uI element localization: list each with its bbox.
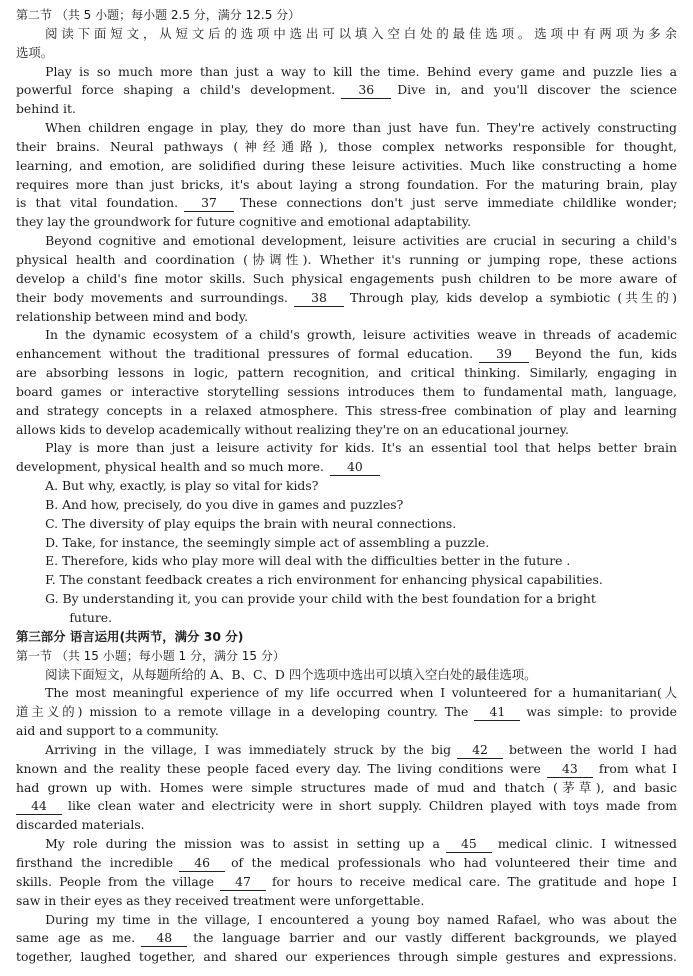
section-2-instruction: 阅读下面短文，从短文后的选项中选出可以填入空白处的最佳选项。选项中有两项为多余 <box>45 25 677 41</box>
option-g-cont: future. <box>69 610 113 625</box>
passage-line: had grown up with. Homes were simple structures made of mud and thatch (茅草), and basic <box>16 779 677 795</box>
passage-line: learning, and emotion, are solidified during these leisure activities. Much like constructing a home <box>16 157 677 173</box>
passage-line: together, laughed together, and shared our experiences through simple gestures and expressions. <box>16 949 677 965</box>
passage-line: saw in their eyes as they received treatment were unforgettable. <box>16 892 425 908</box>
passage-line: development, physical health and so much more. 40 <box>16 458 677 477</box>
passage-line: Arriving in the village, I was immediately struck by the big 42 between the world I had <box>45 741 677 757</box>
option-c: C. The diversity of play equips the brain with neural connections. <box>45 515 457 531</box>
passage-line: same age as me. 48 the language barrier and our vastly different backgrounds, we played <box>16 930 677 946</box>
passage-line: allows kids to develop academically without realizing they're on an educational journey. <box>16 421 569 437</box>
blank-42[interactable]: 42 <box>457 743 503 759</box>
blank-39[interactable]: 39 <box>479 347 529 363</box>
passage-line: skills. People from the village 47 for hours to receive medical care. The gratitude and hope I <box>16 873 677 889</box>
part-3-header: 第三部分 语言运用(共两节，满分 30 分) <box>16 628 244 644</box>
blank-37[interactable]: 37 <box>184 196 234 212</box>
passage-line: behind it. <box>16 101 76 117</box>
passage-line: physical health and coordination (协调性). Whether it's running or jumping rope, these actions <box>16 251 677 267</box>
blank-38[interactable]: 38 <box>294 291 344 307</box>
passage-line: In the dynamic ecosystem of a child's growth, leisure activities weave in threads of academic <box>45 327 677 343</box>
passage-line: discarded materials. <box>16 817 145 833</box>
passage-line: 道主义的) mission to a remote village in a developing country. The 41 was simple: to provide <box>16 704 677 720</box>
passage-line: My role during the mission was to assist in setting up a 45 medical clinic. I witnessed <box>45 836 677 852</box>
passage-line: enhancement without the traditional pressures of formal education. 39 Beyond the fun, kids <box>16 346 677 362</box>
passage-line: their body movements and surroundings. 38 Through play, kids develop a symbiotic (共生的) <box>16 289 677 305</box>
passage-line: relationship between mind and body. <box>16 308 249 324</box>
blank-36[interactable]: 36 <box>341 83 391 99</box>
passage-line: board games or interactive storytelling sessions introduces them to fundamental math, language, <box>16 383 677 399</box>
passage-line: When children engage in play, they do more than just have fun. They're actively constructing <box>45 120 677 136</box>
section-2-header: 第二节 （共 5 小题；每小题 2.5 分，满分 12.5 分） <box>16 8 301 22</box>
option-b: B. And how, precisely, do you dive in games and puzzles? <box>45 496 404 512</box>
part-3-instruction: 阅读下面短文，从每题所给的 A、B、C、D 四个选项中选出可以填入空白处的最佳选项。 <box>45 666 537 682</box>
part-3-section-1-header: 第一节 （共 15 小题；每小题 1 分，满分 15 分） <box>16 648 285 663</box>
blank-41[interactable]: 41 <box>474 705 520 721</box>
passage-line: powerful force shaping a child's development. 36 Dive in, and you'll discover the science <box>16 82 677 98</box>
blank-48[interactable]: 48 <box>141 931 187 947</box>
passage-line: requires more than just bricks, it's about laying a strong foundation. For the maturing brain, play <box>16 176 677 192</box>
passage-line: is that vital foundation. 37 These connections don't just serve immediate childlike wonder; <box>16 195 677 211</box>
passage-line: 44 like clean water and electricity were in short supply. Children played with toys made from <box>16 797 677 816</box>
passage-line: they lay the groundwork for future cognitive and emotional adaptability. <box>16 214 472 230</box>
passage-line: Play is so much more than just a way to kill the time. Behind every game and puzzle lies a <box>45 63 677 79</box>
passage-line: aid and support to a community. <box>16 723 219 739</box>
passage-line: During my time in the village, I encountered a young boy named Rafael, who was about the <box>45 911 677 927</box>
option-d: D. Take, for instance, the seemingly simple act of assembling a puzzle. <box>45 534 490 550</box>
blank-47[interactable]: 47 <box>220 875 266 891</box>
passage-line: and strategy concepts in a relaxed atmosphere. This stress-free combination of play and learning <box>16 402 677 418</box>
passage-line: Beyond cognitive and emotional development, leisure activities are crucial in securing a child's <box>45 233 677 249</box>
passage-line: are absorbing lessons in logic, pattern recognition, and critical thinking. Similarly, engaging in <box>16 365 677 381</box>
blank-43[interactable]: 43 <box>547 762 593 778</box>
option-a: A. But why, exactly, is play so vital for kids? <box>45 478 319 494</box>
passage-line: their brains. Neural pathways (神经通路), those complex networks responsible for thought, <box>16 138 677 154</box>
blank-40[interactable]: 40 <box>330 460 380 476</box>
passage-line: develop a child's fine motor skills. Such physical engagements push children to be more aware of <box>16 270 677 286</box>
option-g: G. By understanding it, you can provide your child with the best foundation for a bright <box>45 591 596 607</box>
passage-line: known and the reality these people faced every day. The living conditions were 43 from what I <box>16 760 677 776</box>
passage-line: firsthand the incredible 46 of the medical professionals who had volunteered their time and <box>16 854 677 870</box>
blank-44[interactable]: 44 <box>16 799 62 815</box>
option-e: E. Therefore, kids who play more will deal with the difficulties better in the future . <box>45 553 571 569</box>
passage-line: The most meaningful experience of my life occurred when I volunteered for a humanitarian(人 <box>45 685 677 701</box>
blank-45[interactable]: 45 <box>446 837 492 853</box>
option-f: F. The constant feedback creates a rich environment for enhancing physical capabilities. <box>45 572 603 588</box>
blank-46[interactable]: 46 <box>179 856 225 872</box>
passage-line: Play is more than just a leisure activity for kids. It's an essential tool that helps better brain <box>45 440 677 456</box>
section-2-instruction-cont: 选项。 <box>16 44 54 60</box>
